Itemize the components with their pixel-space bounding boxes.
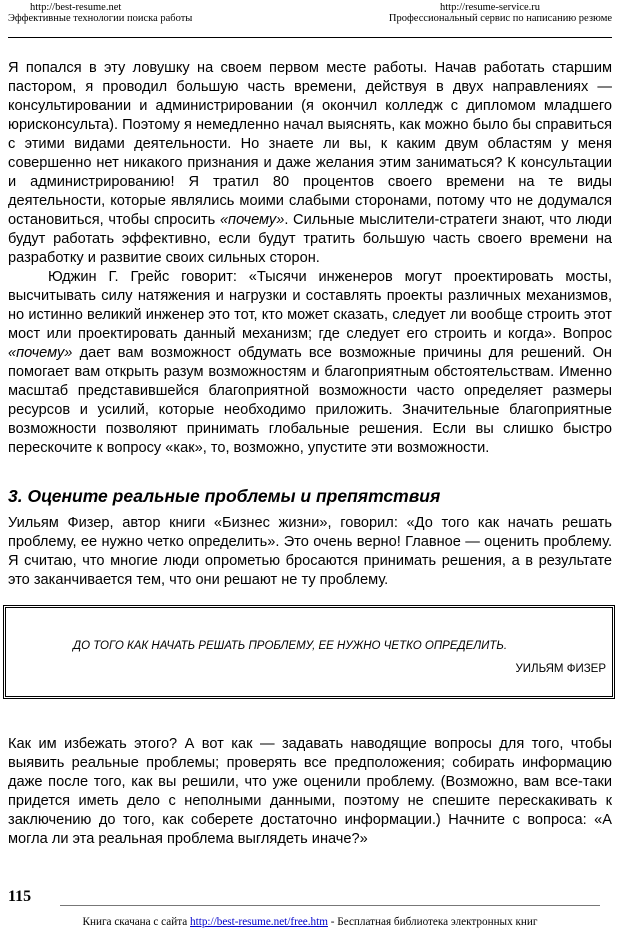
paragraph-4: Как им избежать этого? А вот как — задавать наводящие вопросы для того, чтобы выявить реальные проблемы; проверять все предположения; собирать информацию даже после того, как вы решили, что уже оценили проблему. (Возможно, вам все-таки придется иметь дело с неполными данными, поэтому не спешите перескакивать к заключению до того, как соберете достаточно информации.) Начните с вопроса: «А могла ли эта реальная проблема выглядеть иначе?» (8, 736, 612, 847)
paragraph-3: Уильям Физер, автор книги «Бизнес жизни», говорил: «До того как начать решать проблему, ее нужно четко определить». Это очень верно! Главное — оценить проблему. Я считаю, что многие люди опрометью бросаются принимать решения, а в результате это заканчивается тем, что они решают не ту проблему. (8, 515, 612, 588)
emphasis-why: «почему» (219, 212, 285, 228)
header-divider (8, 37, 612, 38)
footer (0, 916, 620, 928)
header-right-text: Профессиональный сервис по написанию резюме (388, 13, 612, 24)
paragraph-2: Юджин Г. Грейс говорит: «Тысячи инженеров могут проектировать мосты, высчитывать силу натяжения и нагрузки и составлять проекты различных механизмов, но истинно великий инженер это тот, кто может сказать, следует ли вообще строить этот мост или проектировать данный механизм; где следует его строить и когда». Вопрос «почему» дает вам возможност обдумать все возможные причины для решений. Он помогает вам открыть разум возможностям и благоприятным обстоятельствам. Именно масштаб представившейся благоприятной возможности часто определяет размеры ресурсов и усилий, которые необходимо приложить. Значительные благоприятные возможности позволяют принимать глобальные решения. Если вы слишко быстро перескочите к вопросу «как», то, возможно, упустите эти возможности. (8, 269, 612, 456)
header-left-link[interactable]: http://best-resume.net (30, 2, 122, 13)
quote-author: УИЛЬЯМ ФИЗЕР (515, 663, 606, 675)
footer-link[interactable]: http://best-resume.net/free.htm (190, 916, 328, 928)
footer-divider (60, 905, 600, 906)
text-block-2 (8, 514, 612, 590)
footer-text-after: - Бесплатная библиотека электронных книг (327, 916, 538, 928)
header-right-link[interactable]: http://resume-service.ru (440, 2, 541, 13)
section-heading: 3. Оцените реальные проблемы и препятствия (8, 486, 441, 506)
text-block-3 (8, 735, 612, 849)
quote-box (3, 605, 615, 699)
footer-text-before: Книга скачана с сайта (82, 916, 191, 928)
quote-text: ДО ТОГО КАК НАЧАТЬ РЕШАТЬ ПРОБЛЕМУ, ЕЕ НУЖНО ЧЕТКО ОПРЕДЕЛИТЬ. (73, 640, 508, 652)
page-number: 115 (8, 888, 32, 905)
text-block-1 (8, 59, 612, 458)
emphasis-why: «почему» (8, 345, 73, 361)
paragraph-1: Я попался в эту ловушку на своем первом месте работы. Начав работать старшим пастором, я проводил большую часть времени, действуя в двух направлениях — консультировании и администрировании (я окончил колледж с дипломом младшего юрисконсульта). Поэтому я немедленно начал выяснять, как можно было бы справиться с этими видами деятельности. Но знаете ли вы, к каким двум областям у меня совершенно нет никакого признания и даже желания этим заниматься? К консультации и администрированию! Я тратил 80 процентов своего времени на те виды деятельности, которые являлись моими слабыми сторонами, потому что не додумался остановиться, чтобы спросить «почему». Сильные мыслители-стратеги знают, что люди будут работать эффективно, если будут тратить большую часть своего времени на разработку и развитие своих сильных сторон. (8, 60, 613, 266)
header-left-text: Эффективные технологии поиска работы (8, 13, 193, 24)
